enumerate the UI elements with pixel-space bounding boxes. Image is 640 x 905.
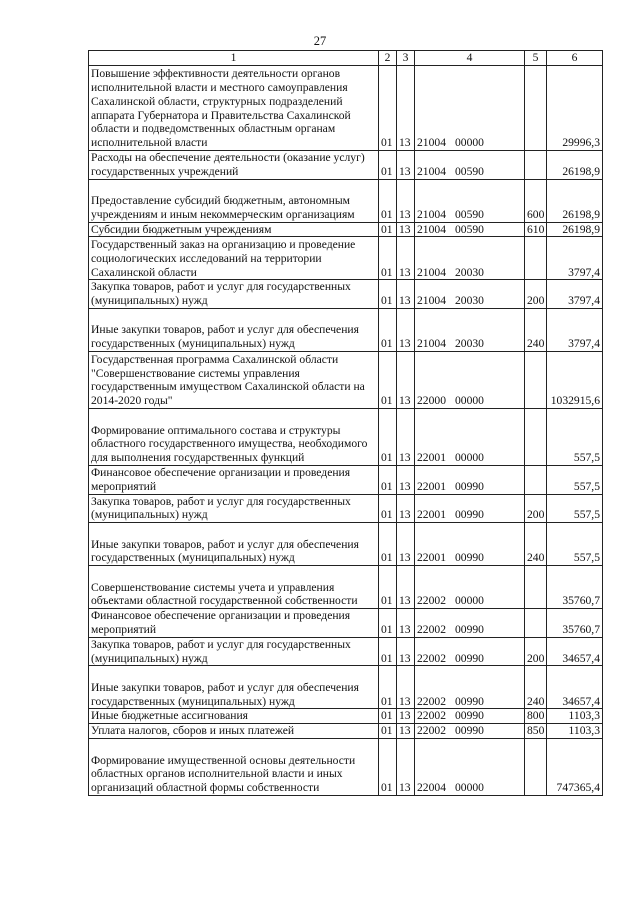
row-target-article-direction: 20030 — [454, 337, 484, 351]
row-name: Уплата налогов, сборов и иных платежей — [89, 724, 379, 739]
row-target-article-program: 22002 — [417, 724, 446, 738]
row-target-article-direction: 00000 — [454, 594, 484, 608]
row-subsection: 13 — [397, 738, 415, 795]
header-row — [89, 51, 603, 66]
row-section: 01 — [379, 637, 397, 666]
budget-table — [88, 50, 603, 796]
row-name: Иные бюджетные ассигнования — [89, 709, 379, 724]
table-row — [89, 308, 603, 351]
row-expense-type: 850 — [525, 724, 547, 739]
row-expense-type: 240 — [525, 666, 547, 709]
row-target-article-program: 21004 — [417, 265, 446, 279]
row-name: Государственная программа Сахалинской области "Совершенствование системы управления государственным имуществом Сахалинской области на 2014-2020 годы" — [89, 351, 379, 408]
row-amount: 557,5 — [547, 523, 603, 566]
row-expense-type — [525, 465, 547, 494]
row-amount: 34657,4 — [547, 637, 603, 666]
row-amount: 34657,4 — [547, 666, 603, 709]
row-target-article-direction: 00990 — [454, 508, 484, 522]
table-row — [89, 709, 603, 724]
row-target-article — [415, 724, 525, 739]
row-target-article-direction: 00590 — [454, 222, 484, 236]
row-target-article-direction: 00590 — [454, 164, 484, 178]
row-target-article-program: 21004 — [417, 207, 446, 221]
row-expense-type — [525, 566, 547, 609]
row-target-article — [415, 609, 525, 638]
row-name: Формирование имущественной основы деятельности областных органов исполнительной власти и иных организаций областной формы собственности — [89, 738, 379, 795]
header-cell-rz: 2 — [379, 51, 397, 66]
row-subsection: 13 — [397, 709, 415, 724]
row-amount: 29996,3 — [547, 66, 603, 151]
row-subsection: 13 — [397, 66, 415, 151]
row-expense-type: 200 — [525, 280, 547, 309]
row-subsection: 13 — [397, 237, 415, 280]
row-subsection: 13 — [397, 724, 415, 739]
row-name: Расходы на обеспечение деятельности (оказание услуг) государственных учреждений — [89, 151, 379, 180]
row-target-article — [415, 237, 525, 280]
row-section: 01 — [379, 666, 397, 709]
table-row — [89, 179, 603, 222]
row-subsection: 13 — [397, 609, 415, 638]
row-amount: 1032915,6 — [547, 351, 603, 408]
row-name: Финансовое обеспечение организации и проведения мероприятий — [89, 465, 379, 494]
row-name: Иные закупки товаров, работ и услуг для обеспечения государственных (муниципальных) нужд — [89, 666, 379, 709]
table-row — [89, 465, 603, 494]
table-row — [89, 66, 603, 151]
row-target-article — [415, 465, 525, 494]
row-target-article — [415, 666, 525, 709]
row-amount: 1103,3 — [547, 724, 603, 739]
row-target-article — [415, 408, 525, 465]
row-target-article-program: 22001 — [417, 508, 446, 522]
row-name: Субсидии бюджетным учреждениям — [89, 222, 379, 237]
row-target-article-program: 21004 — [417, 136, 446, 150]
row-target-article-program: 21004 — [417, 222, 446, 236]
row-target-article-program: 22001 — [417, 451, 446, 465]
row-expense-type: 200 — [525, 494, 547, 523]
row-name: Иные закупки товаров, работ и услуг для обеспечения государственных (муниципальных) нужд — [89, 523, 379, 566]
table-row — [89, 408, 603, 465]
row-subsection: 13 — [397, 151, 415, 180]
row-target-article — [415, 637, 525, 666]
row-name: Повышение эффективности деятельности органов исполнительной власти и местного самоуправления Сахалинской области, структурных подразделений аппарата Губернатора и Правительства Сахалинской области и подведомственных областным органам исполнительной власти — [89, 66, 379, 151]
table-row — [89, 666, 603, 709]
row-subsection: 13 — [397, 280, 415, 309]
row-target-article — [415, 566, 525, 609]
row-name: Закупка товаров, работ и услуг для государственных (муниципальных) нужд — [89, 494, 379, 523]
table-row — [89, 237, 603, 280]
row-expense-type: 600 — [525, 179, 547, 222]
row-section: 01 — [379, 351, 397, 408]
row-section: 01 — [379, 237, 397, 280]
row-target-article-program: 22001 — [417, 479, 446, 493]
header-cell-vr: 5 — [525, 51, 547, 66]
row-section: 01 — [379, 151, 397, 180]
row-section: 01 — [379, 738, 397, 795]
row-section: 01 — [379, 566, 397, 609]
row-target-article-direction: 00990 — [454, 622, 484, 636]
row-target-article-program: 21004 — [417, 294, 446, 308]
row-amount: 557,5 — [547, 494, 603, 523]
row-expense-type: 800 — [525, 709, 547, 724]
row-target-article-program: 21004 — [417, 164, 446, 178]
row-target-article-program: 22004 — [417, 781, 446, 795]
row-subsection: 13 — [397, 408, 415, 465]
page-number: 27 — [313, 34, 327, 48]
row-target-article-direction: 20030 — [454, 265, 484, 279]
row-target-article-direction: 00000 — [454, 451, 484, 465]
row-section: 01 — [379, 222, 397, 237]
row-name: Формирование оптимального состава и структуры областного государственного имущества, необходимого для выполнения государственных функций — [89, 408, 379, 465]
row-section: 01 — [379, 494, 397, 523]
table-row — [89, 351, 603, 408]
row-amount: 35760,7 — [547, 609, 603, 638]
row-target-article-program: 22002 — [417, 622, 446, 636]
table-row — [89, 494, 603, 523]
row-section: 01 — [379, 724, 397, 739]
header-cell-sum: 6 — [547, 51, 603, 66]
row-section: 01 — [379, 609, 397, 638]
row-target-article — [415, 222, 525, 237]
row-amount: 26198,9 — [547, 179, 603, 222]
row-expense-type: 610 — [525, 222, 547, 237]
row-amount: 747365,4 — [547, 738, 603, 795]
row-amount: 3797,4 — [547, 237, 603, 280]
row-subsection: 13 — [397, 222, 415, 237]
row-section: 01 — [379, 179, 397, 222]
row-target-article-program: 21004 — [417, 337, 446, 351]
row-section: 01 — [379, 308, 397, 351]
row-amount: 3797,4 — [547, 280, 603, 309]
row-target-article — [415, 179, 525, 222]
row-target-article-direction: 20030 — [454, 294, 484, 308]
row-amount: 557,5 — [547, 408, 603, 465]
row-target-article — [415, 709, 525, 724]
row-section: 01 — [379, 408, 397, 465]
row-target-article — [415, 351, 525, 408]
row-target-article-direction: 00990 — [454, 709, 484, 723]
row-target-article — [415, 738, 525, 795]
row-expense-type — [525, 66, 547, 151]
row-section: 01 — [379, 280, 397, 309]
row-target-article-program: 22000 — [417, 394, 446, 408]
row-target-article-direction: 00990 — [454, 479, 484, 493]
row-name: Иные закупки товаров, работ и услуг для обеспечения государственных (муниципальных) нужд — [89, 308, 379, 351]
row-subsection: 13 — [397, 465, 415, 494]
row-target-article — [415, 151, 525, 180]
row-subsection: 13 — [397, 637, 415, 666]
row-expense-type — [525, 738, 547, 795]
row-name: Закупка товаров, работ и услуг для государственных (муниципальных) нужд — [89, 637, 379, 666]
row-section: 01 — [379, 709, 397, 724]
table-row — [89, 222, 603, 237]
row-name: Финансовое обеспечение организации и проведения мероприятий — [89, 609, 379, 638]
row-target-article-program: 22001 — [417, 551, 446, 565]
row-amount: 26198,9 — [547, 151, 603, 180]
row-target-article — [415, 66, 525, 151]
row-expense-type — [525, 609, 547, 638]
row-section: 01 — [379, 523, 397, 566]
row-target-article-direction: 00000 — [454, 781, 484, 795]
row-section: 01 — [379, 66, 397, 151]
row-target-article-direction: 00000 — [454, 136, 484, 150]
row-amount: 26198,9 — [547, 222, 603, 237]
header-cell-csr: 4 — [415, 51, 525, 66]
header-cell-pr: 3 — [397, 51, 415, 66]
row-name: Совершенствование системы учета и управления объектами областной государственной собственности — [89, 566, 379, 609]
row-target-article-direction: 00990 — [454, 651, 484, 665]
row-expense-type: 240 — [525, 308, 547, 351]
header-cell-name: 1 — [89, 51, 379, 66]
row-amount: 35760,7 — [547, 566, 603, 609]
row-subsection: 13 — [397, 566, 415, 609]
row-target-article — [415, 308, 525, 351]
row-target-article-program: 22002 — [417, 694, 446, 708]
table-row — [89, 724, 603, 739]
row-amount: 1103,3 — [547, 709, 603, 724]
row-expense-type: 240 — [525, 523, 547, 566]
row-name: Государственный заказ на организацию и проведение социологических исследований на территории Сахалинской области — [89, 237, 379, 280]
row-subsection: 13 — [397, 523, 415, 566]
table-row — [89, 566, 603, 609]
row-amount: 3797,4 — [547, 308, 603, 351]
table-row — [89, 523, 603, 566]
row-target-article-program: 22002 — [417, 594, 446, 608]
row-target-article — [415, 523, 525, 566]
row-target-article-direction: 00590 — [454, 207, 484, 221]
row-target-article-direction: 00990 — [454, 551, 484, 565]
row-target-article-program: 22002 — [417, 651, 446, 665]
row-expense-type: 200 — [525, 637, 547, 666]
row-target-article — [415, 280, 525, 309]
row-target-article-direction: 00990 — [454, 694, 484, 708]
row-expense-type — [525, 351, 547, 408]
row-target-article-direction: 00990 — [454, 724, 484, 738]
row-expense-type — [525, 408, 547, 465]
row-name: Закупка товаров, работ и услуг для государственных (муниципальных) нужд — [89, 280, 379, 309]
table-row — [89, 151, 603, 180]
row-expense-type — [525, 151, 547, 180]
row-amount: 557,5 — [547, 465, 603, 494]
row-target-article-direction: 00000 — [454, 394, 484, 408]
table-row — [89, 637, 603, 666]
row-expense-type — [525, 237, 547, 280]
table-row — [89, 280, 603, 309]
table-row — [89, 738, 603, 795]
table-row — [89, 609, 603, 638]
row-subsection: 13 — [397, 494, 415, 523]
row-subsection: 13 — [397, 666, 415, 709]
row-subsection: 13 — [397, 179, 415, 222]
row-section: 01 — [379, 465, 397, 494]
row-name: Предоставление субсидий бюджетным, автономным учреждениям и иным некоммерческим организациям — [89, 179, 379, 222]
row-subsection: 13 — [397, 351, 415, 408]
row-target-article-program: 22002 — [417, 709, 446, 723]
row-subsection: 13 — [397, 308, 415, 351]
row-target-article — [415, 494, 525, 523]
